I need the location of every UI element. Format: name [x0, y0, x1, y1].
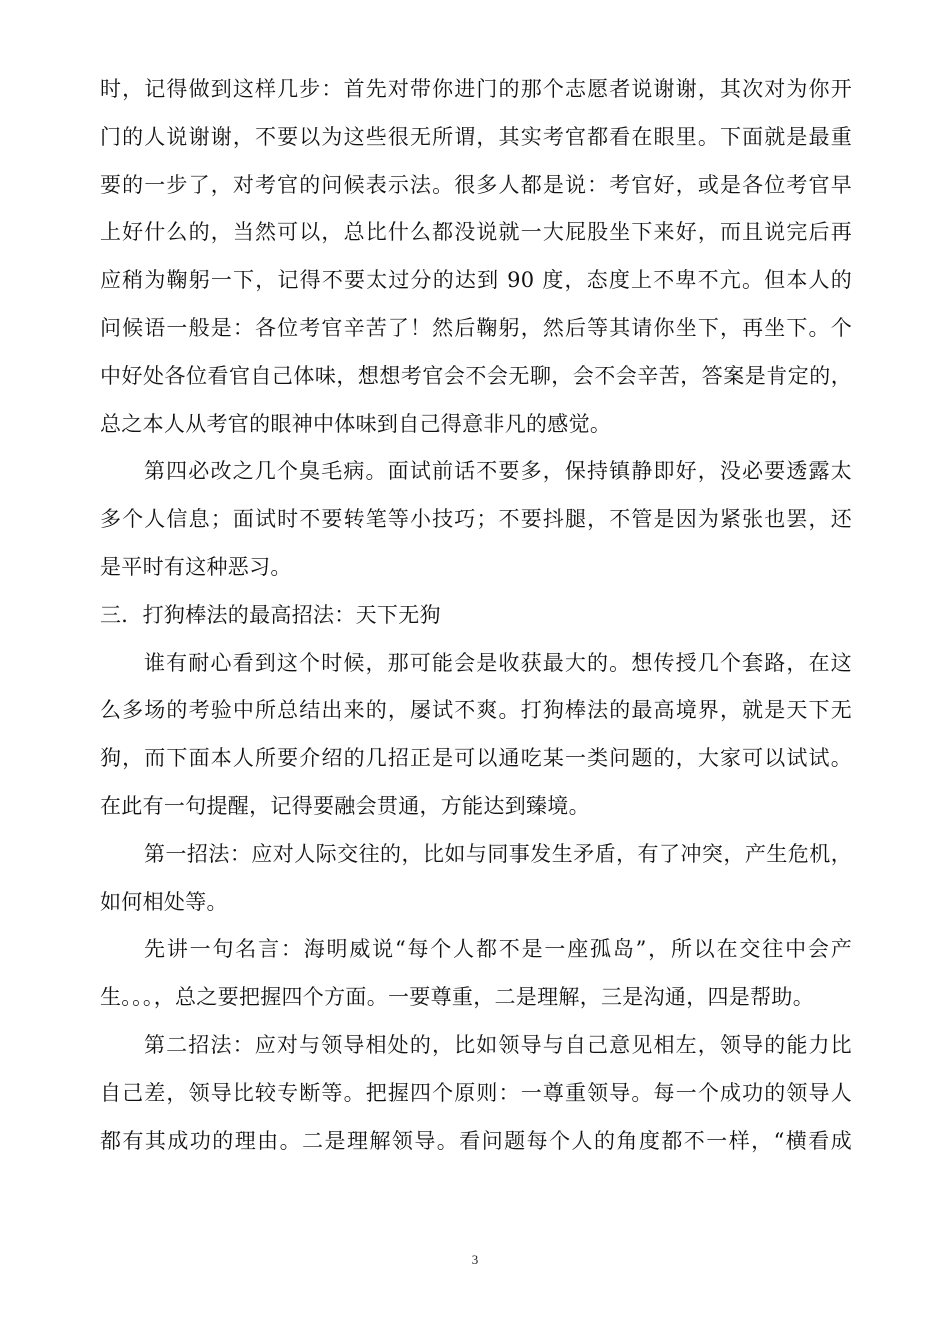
text-line: 上好什么的，当然可以，总比什么都没说就一大屁股坐下来好，而且说完后再 — [100, 220, 852, 245]
text-line: 么多场的考验中所总结出来的，屡试不爽。打狗棒法的最高境界，就是天下无 — [100, 698, 852, 723]
text-line: 问候语一般是：各位考官辛苦了！然后鞠躬，然后等其请你坐下，再坐下。个 — [100, 315, 852, 340]
paragraph — [100, 831, 852, 927]
text-line: 应稍为鞠躬一下，记得不要太过分的达到 90 度，态度上不卑不亢。但本人的 — [100, 268, 852, 293]
text-line: 生。。。，总之要把握四个方面。一要尊重，二是理解，三是沟通，四是帮助。 — [100, 985, 814, 1010]
text-line: 先讲一句名言：海明威说“每个人都不是一座孤岛”，所以在交往中会产 — [144, 937, 852, 962]
text-line: 谁有耐心看到这个时候，那可能会是收获最大的。想传授几个套路，在这 — [144, 650, 852, 675]
text-line: 自己差，领导比较专断等。把握四个原则：一尊重领导。每一个成功的领导人 — [100, 1080, 852, 1105]
text-line: 时，记得做到这样几步：首先对带你进门的那个志愿者说谢谢，其次对为你开 — [100, 77, 852, 101]
text-line: 第二招法：应对与领导相处的，比如领导与自己意见相左，领导的能力比 — [144, 1032, 852, 1057]
text-line: 如何相处等。 — [100, 889, 228, 914]
paragraph — [100, 448, 852, 591]
text-line: 要的一步了，对考官的问候表示法。很多人都是说：考官好，或是各位考官早 — [100, 172, 852, 197]
text-line: 多个人信息；面试时不要转笔等小技巧；不要抖腿，不管是因为紧张也罢，还 — [100, 507, 852, 532]
paragraph — [100, 926, 852, 1022]
text-line: 总之本人从考官的眼神中体味到自己得意非凡的感觉。 — [100, 411, 612, 436]
text-line: 三．打狗棒法的最高招法：天下无狗 — [100, 602, 441, 627]
page-number: 3 — [471, 1252, 479, 1267]
paragraph — [100, 66, 852, 448]
text-line: 狗，而下面本人所要介绍的几招正是可以通吃某一类问题的，大家可以试试。 — [100, 746, 852, 771]
text-line: 第一招法：应对人际交往的，比如与同事发生矛盾，有了冲突，产生危机， — [144, 841, 852, 866]
section-heading — [100, 592, 852, 640]
document-body — [100, 66, 852, 1165]
text-line: 是平时有这种恶习。 — [100, 554, 292, 579]
text-line: 在此有一句提醒，记得要融会贯通，方能达到臻境。 — [100, 793, 590, 818]
paragraph — [100, 1022, 852, 1165]
text-line: 中好处各位看官自己体味，想想考官会不会无聊，会不会辛苦，答案是肯定的， — [100, 363, 852, 388]
paragraph — [100, 640, 852, 831]
text-line: 都有其成功的理由。二是理解领导。看问题每个人的角度都不一样，“横看成 — [100, 1128, 852, 1153]
text-line: 门的人说谢谢，不要以为这些很无所谓，其实考官都看在眼里。下面就是最重 — [100, 124, 852, 149]
text-line: 第四必改之几个臭毛病。面试前话不要多，保持镇静即好，没必要透露太 — [144, 459, 852, 484]
